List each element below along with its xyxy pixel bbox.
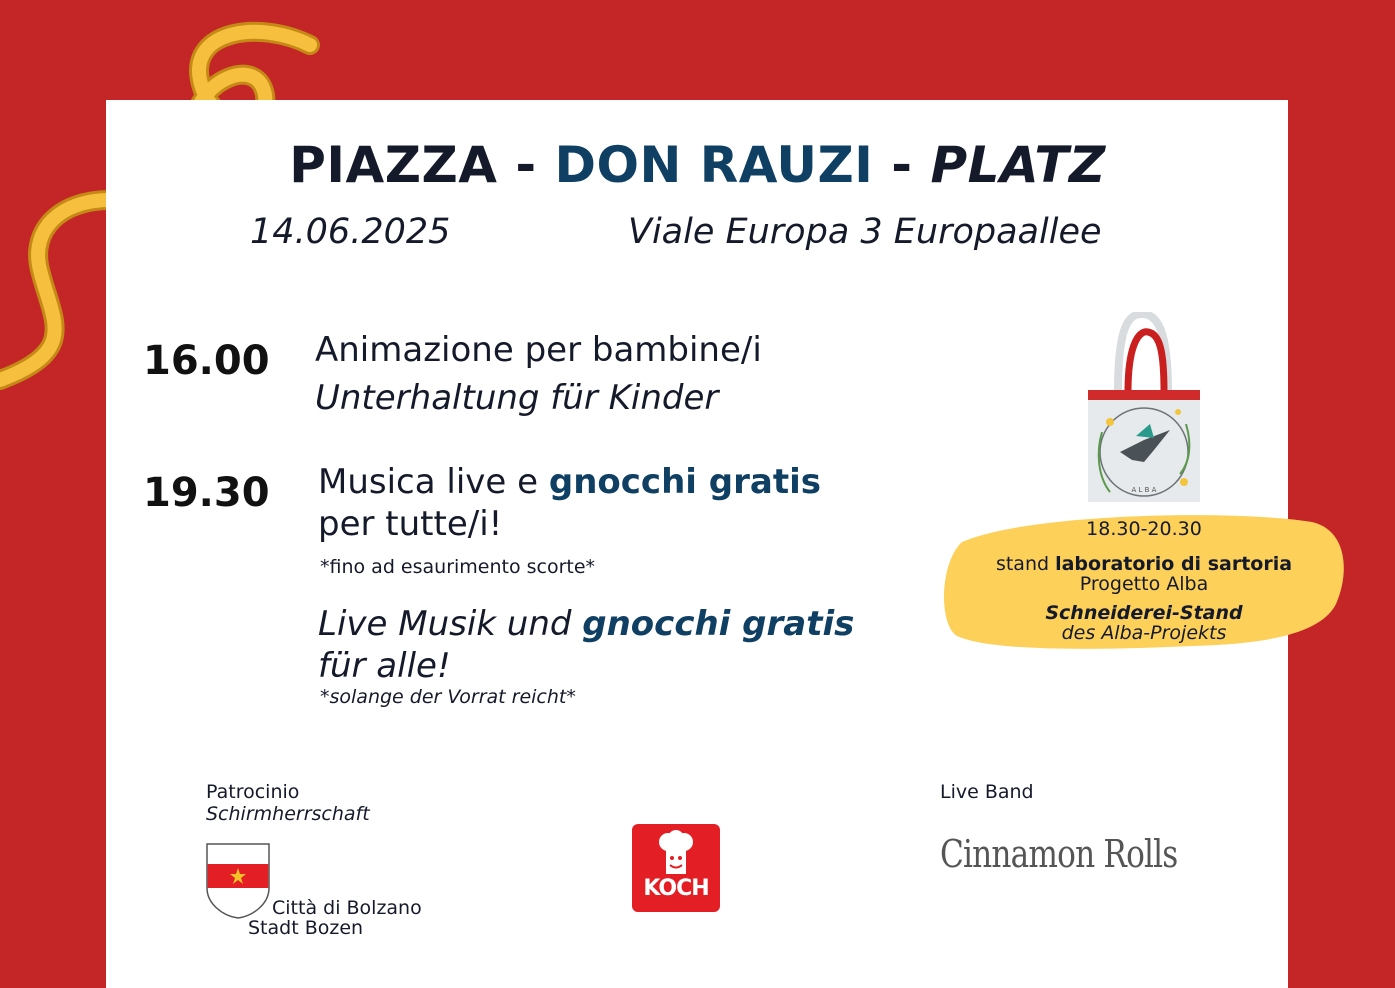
event-description-it: Musica live e gnocchi gratis — [318, 462, 821, 502]
city-name-de: Stadt Bozen — [248, 917, 364, 939]
page-title: PIAZZA - DON RAUZI - PLATZ — [289, 136, 1106, 194]
event-address: Viale Europa 3 Europaallee — [628, 212, 1102, 252]
event-description-de: Unterhaltung für Kinder — [315, 378, 719, 418]
stand-time: 18.30-20.30 — [1086, 518, 1202, 540]
band-name: Cinnamon Rolls — [940, 832, 1178, 876]
patronage-label-it: Patrocinio — [206, 781, 300, 803]
band-label: Live Band — [940, 781, 1034, 803]
patronage-label-de: Schirmherrschaft — [206, 803, 370, 825]
bag-logo-text: A L B A — [1131, 486, 1157, 494]
city-name-it: Città di Bolzano — [272, 897, 422, 919]
stand-title-de: Schneiderei-Stand — [1045, 602, 1243, 624]
event-description-de-line2: für alle! — [318, 646, 451, 686]
event-description-it: Animazione per bambine/i — [315, 330, 762, 370]
chef-hat-icon — [656, 830, 696, 876]
event-description-it-line2: per tutte/i! — [318, 504, 503, 544]
stand-project-de: des Alba-Projekts — [1061, 622, 1227, 644]
koch-logo-text: KOCH — [643, 876, 709, 901]
stand-project-it: Progetto Alba — [1079, 573, 1209, 595]
event-time: 16.00 — [143, 338, 270, 384]
stand-title-it: stand laboratorio di sartoria — [995, 553, 1293, 575]
event-time: 19.30 — [143, 470, 270, 516]
event-description-de: Live Musik und gnocchi gratis — [318, 604, 855, 644]
event-date: 14.06.2025 — [250, 212, 451, 252]
bolzano-coat-of-arms-icon — [205, 842, 271, 920]
event-note-it: *fino ad esaurimento scorte* — [320, 556, 596, 578]
event-note-de: *solange der Vorrat reicht* — [320, 686, 576, 708]
tote-bag-image — [1080, 312, 1210, 507]
